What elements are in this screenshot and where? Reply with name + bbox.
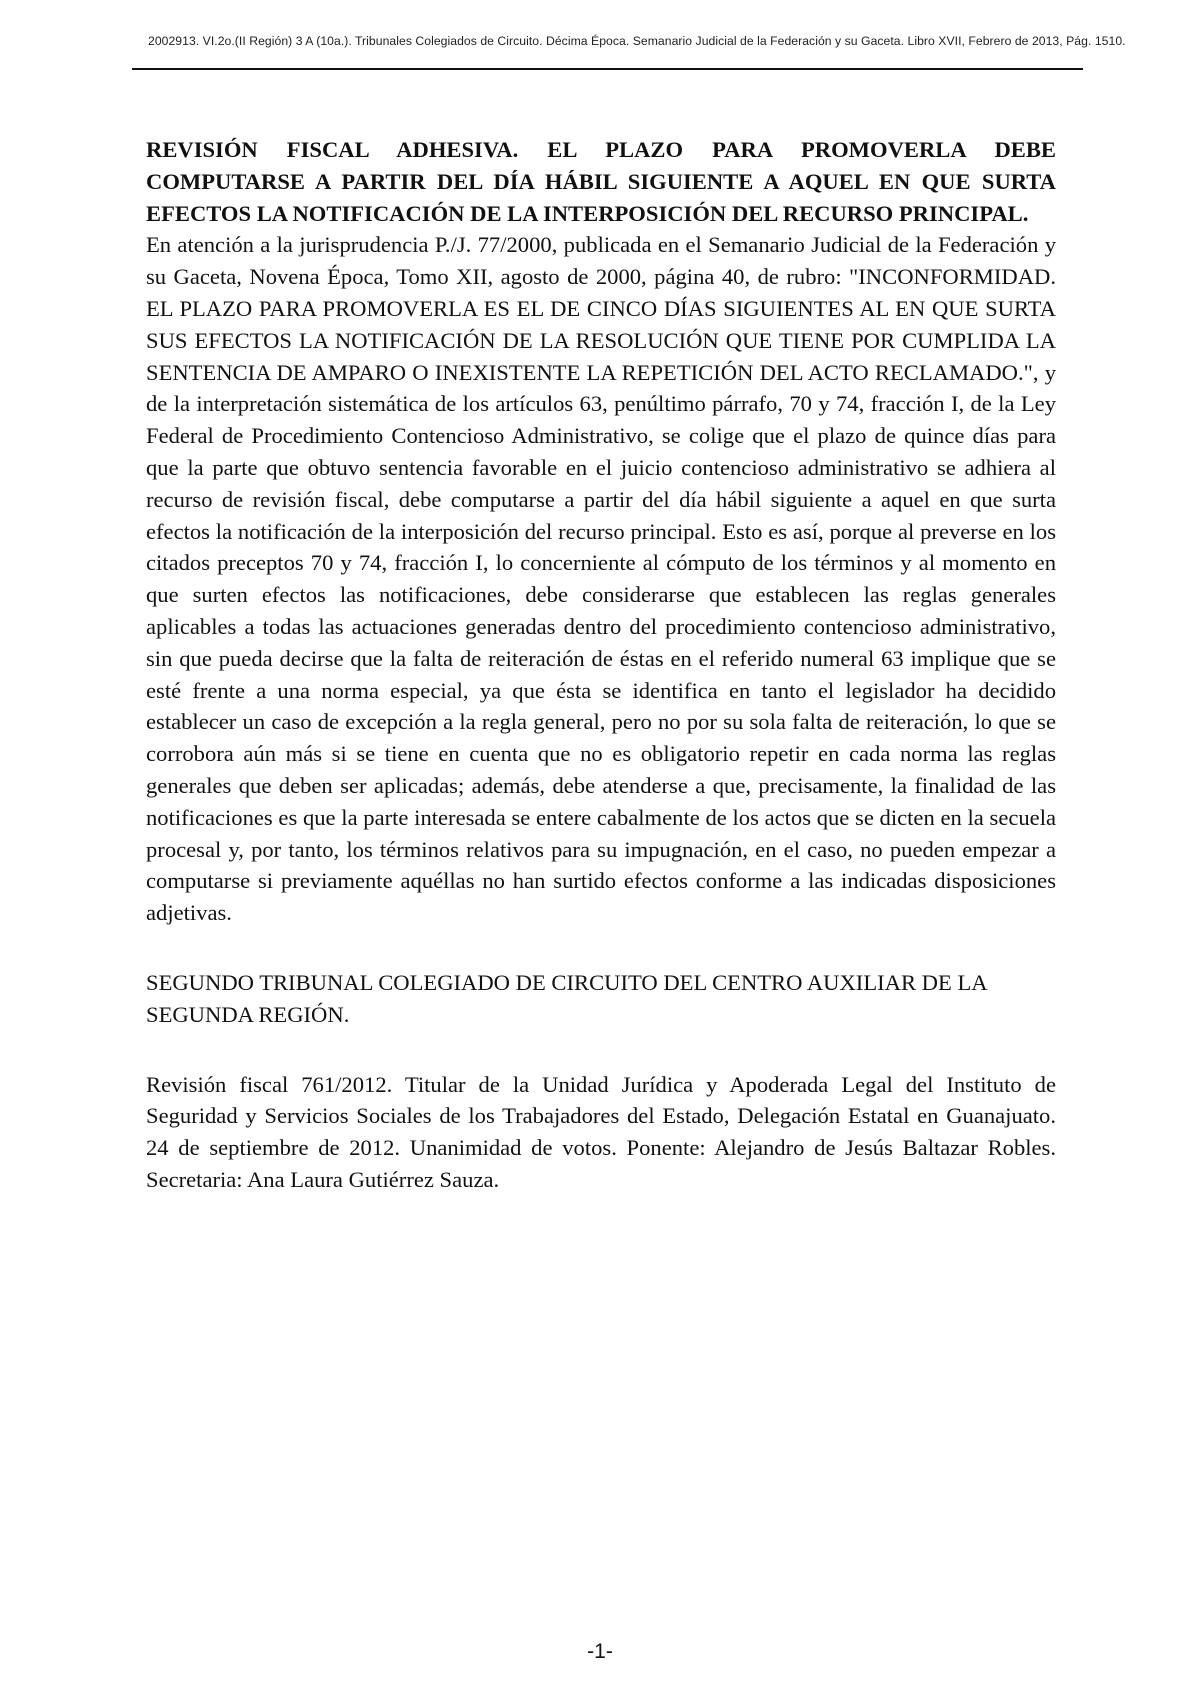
thesis-body: En atención a la jurisprudencia P./J. 77/2000, publicada en el Semanario Judicial de la Federación y su Gaceta, Novena Época, Tomo XII, agosto de 2000, página 40, de rubro: "INCONFORMIDAD. EL PLAZO PARA PROMOVERLA ES EL DE CINCO DÍAS SIGUIENTES AL EN QUE SURTA SUS EFECTOS LA NOTIFICACIÓN DE LA RESOLUCIÓN QUE TIENE POR CUMPLIDA LA SENTENCIA DE AMPARO O INEXISTENTE LA REPETICIÓN DEL ACTO RECLAMADO.", y de la interpretación sistemática de los artículos 63, penúltimo párrafo, 70 y 74, fracción I, de la Ley Federal de Procedimiento Contencioso Administrativo, se colige que el plazo de quince días para que la parte que obtuvo sentencia favorable en el juicio contencioso administrativo se adhiera al recurso de revisión fiscal, debe computarse a partir del día hábil siguiente a aquel en que surta efectos la notificación de la interposición del recurso principal. Esto es así, porque al preverse en los citados preceptos 70 y 74, fracción I, lo concerniente al cómputo de los términos y al momento en que surten efectos las notificaciones, debe considerarse que establecen las reglas generales aplicables a todas las actuaciones generadas dentro del procedimiento contencioso administrativo, sin que pueda decirse que la falta de reiteración de éstas en el referido numeral 63 implique que se esté frente a una norma especial, ya que ésta se identifica en tanto el legislador ha decidido establecer un caso de excepción a la regla general, pero no por su sola falta de reiteración, lo que se corrobora aún más si se tiene en cuenta que no es obligatorio repetir en cada norma las reglas generales que deben ser aplicadas; además, debe atenderse a que, precisamente, la finalidad de las notificaciones es que la parte interesada se entere cabalmente de los actos que se dicten en la secuela procesal y, por tanto, los términos relativos para su impugnación, en el caso, no pueden empezar a computarse si previamente aquéllas no han surtido efectos conforme a las indicadas disposiciones adjetivas. (146, 232, 1056, 926)
header-reference: 2002913. VI.2o.(II Región) 3 A (10a.). Tribunales Colegiados de Circuito. Décima Época. Semanario Judicial de la Federación y su Gaceta. Libro XVII, Febrero de 2013, Pág. 1510. (148, 34, 1126, 48)
thesis-heading: REVISIÓN FISCAL ADHESIVA. EL PLAZO PARA PROMOVERLA DEBE COMPUTARSE A PARTIR DEL DÍA HÁBIL SIGUIENTE A AQUEL EN QUE SURTA EFECTOS LA NOTIFICACIÓN DE LA INTERPOSICIÓN DEL RECURSO PRINCIPAL. (146, 137, 1056, 226)
issuing-court: SEGUNDO TRIBUNAL COLEGIADO DE CIRCUITO DEL CENTRO AUXILIAR DE LA SEGUNDA REGIÓN. (146, 969, 987, 1027)
case-details: Revisión fiscal 761/2012. Titular de la Unidad Jurídica y Apoderada Legal del Instituto de Seguridad y Servicios Sociales de los Trabajadores del Estado, Delegación Estatal en Guanajuato. 24 de septiembre de 2012. Unanimidad de votos. Ponente: Alejandro de Jesús Baltazar Robles. Secretaria: Ana Laura Gutiérrez Sauza. (146, 1071, 1056, 1192)
page-number: -1- (587, 1640, 613, 1663)
document-content (146, 134, 1056, 1196)
header-divider (132, 68, 1083, 70)
